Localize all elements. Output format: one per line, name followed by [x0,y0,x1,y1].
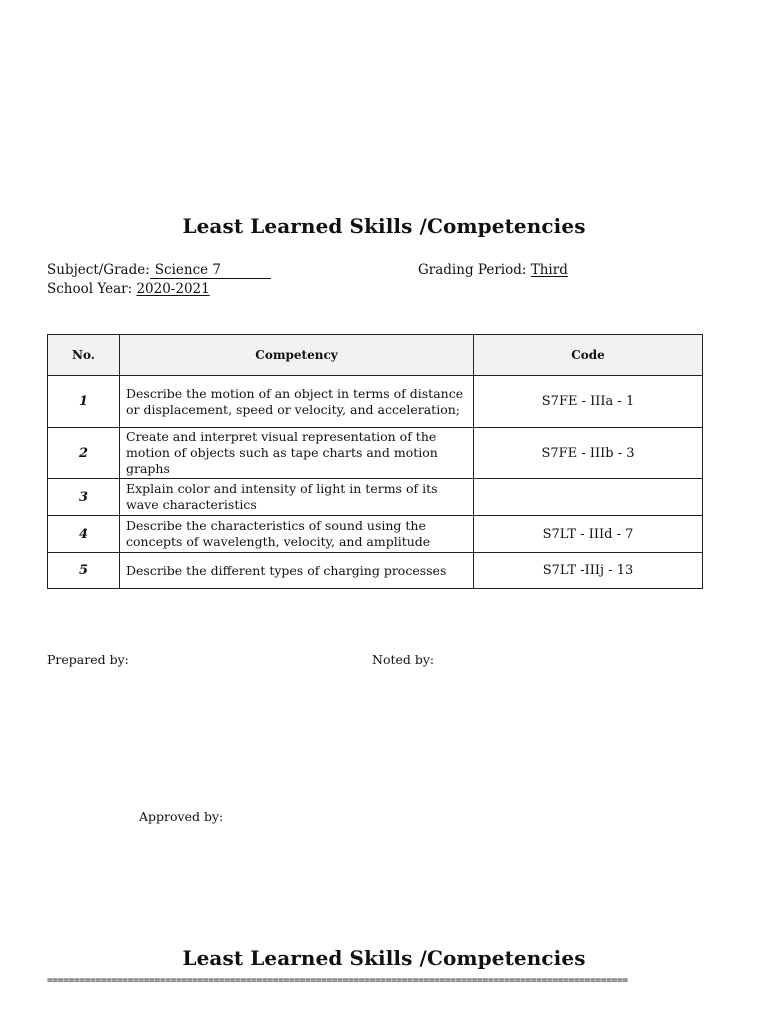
noted-by-label: Noted by: [372,652,435,667]
table-header-row [48,335,703,376]
row-number: 2 [48,428,120,479]
table-row [48,428,703,479]
header-no: No. [48,335,120,376]
row-competency: Explain color and intensity of light in terms of its wave characteristics [120,479,474,516]
header-code: Code [474,335,703,376]
school-year-field [47,281,210,297]
header-competency: Competency [120,335,474,376]
row-number: 4 [48,516,120,553]
subject-grade-label: Subject/Grade: [47,262,150,278]
row-number: 3 [48,479,120,516]
subject-grade-field [47,262,271,279]
row-number: 1 [48,376,120,428]
footer-divider: ============================================================================================================ [47,975,628,986]
grading-period-value: Third [530,262,568,278]
row-competency: Describe the motion of an object in terms of distance or displacement, speed or velocity, and acceleration; [120,376,474,428]
prepared-by-label: Prepared by: [47,652,129,667]
row-number: 5 [48,553,120,589]
page-title: Least Learned Skills /Competencies [182,214,586,238]
row-code: S7LT - IIId - 7 [474,516,703,553]
school-year-label: School Year: [47,281,133,297]
row-code [474,479,703,516]
row-code: S7FE - IIIa - 1 [474,376,703,428]
row-competency: Describe the characteristics of sound using the concepts of wavelength, velocity, and amplitude [120,516,474,553]
school-year-value: 2020-2021 [136,281,210,297]
table-row [48,479,703,516]
row-competency: Describe the different types of charging processes [120,553,474,589]
competency-table [47,334,703,589]
table-row [48,553,703,589]
footer-title: Least Learned Skills /Competencies [182,946,586,970]
table-row [48,516,703,553]
row-code: S7FE - IIIb - 3 [474,428,703,479]
subject-grade-value: Science 7 [150,262,271,279]
row-competency: Create and interpret visual representation of the motion of objects such as tape charts and motion graphs [120,428,474,479]
approved-by-label: Approved by: [139,809,224,824]
grading-period-label: Grading Period: [418,262,527,278]
table-row [48,376,703,428]
grading-period-field [418,262,568,278]
row-code: S7LT -IIIj - 13 [474,553,703,589]
